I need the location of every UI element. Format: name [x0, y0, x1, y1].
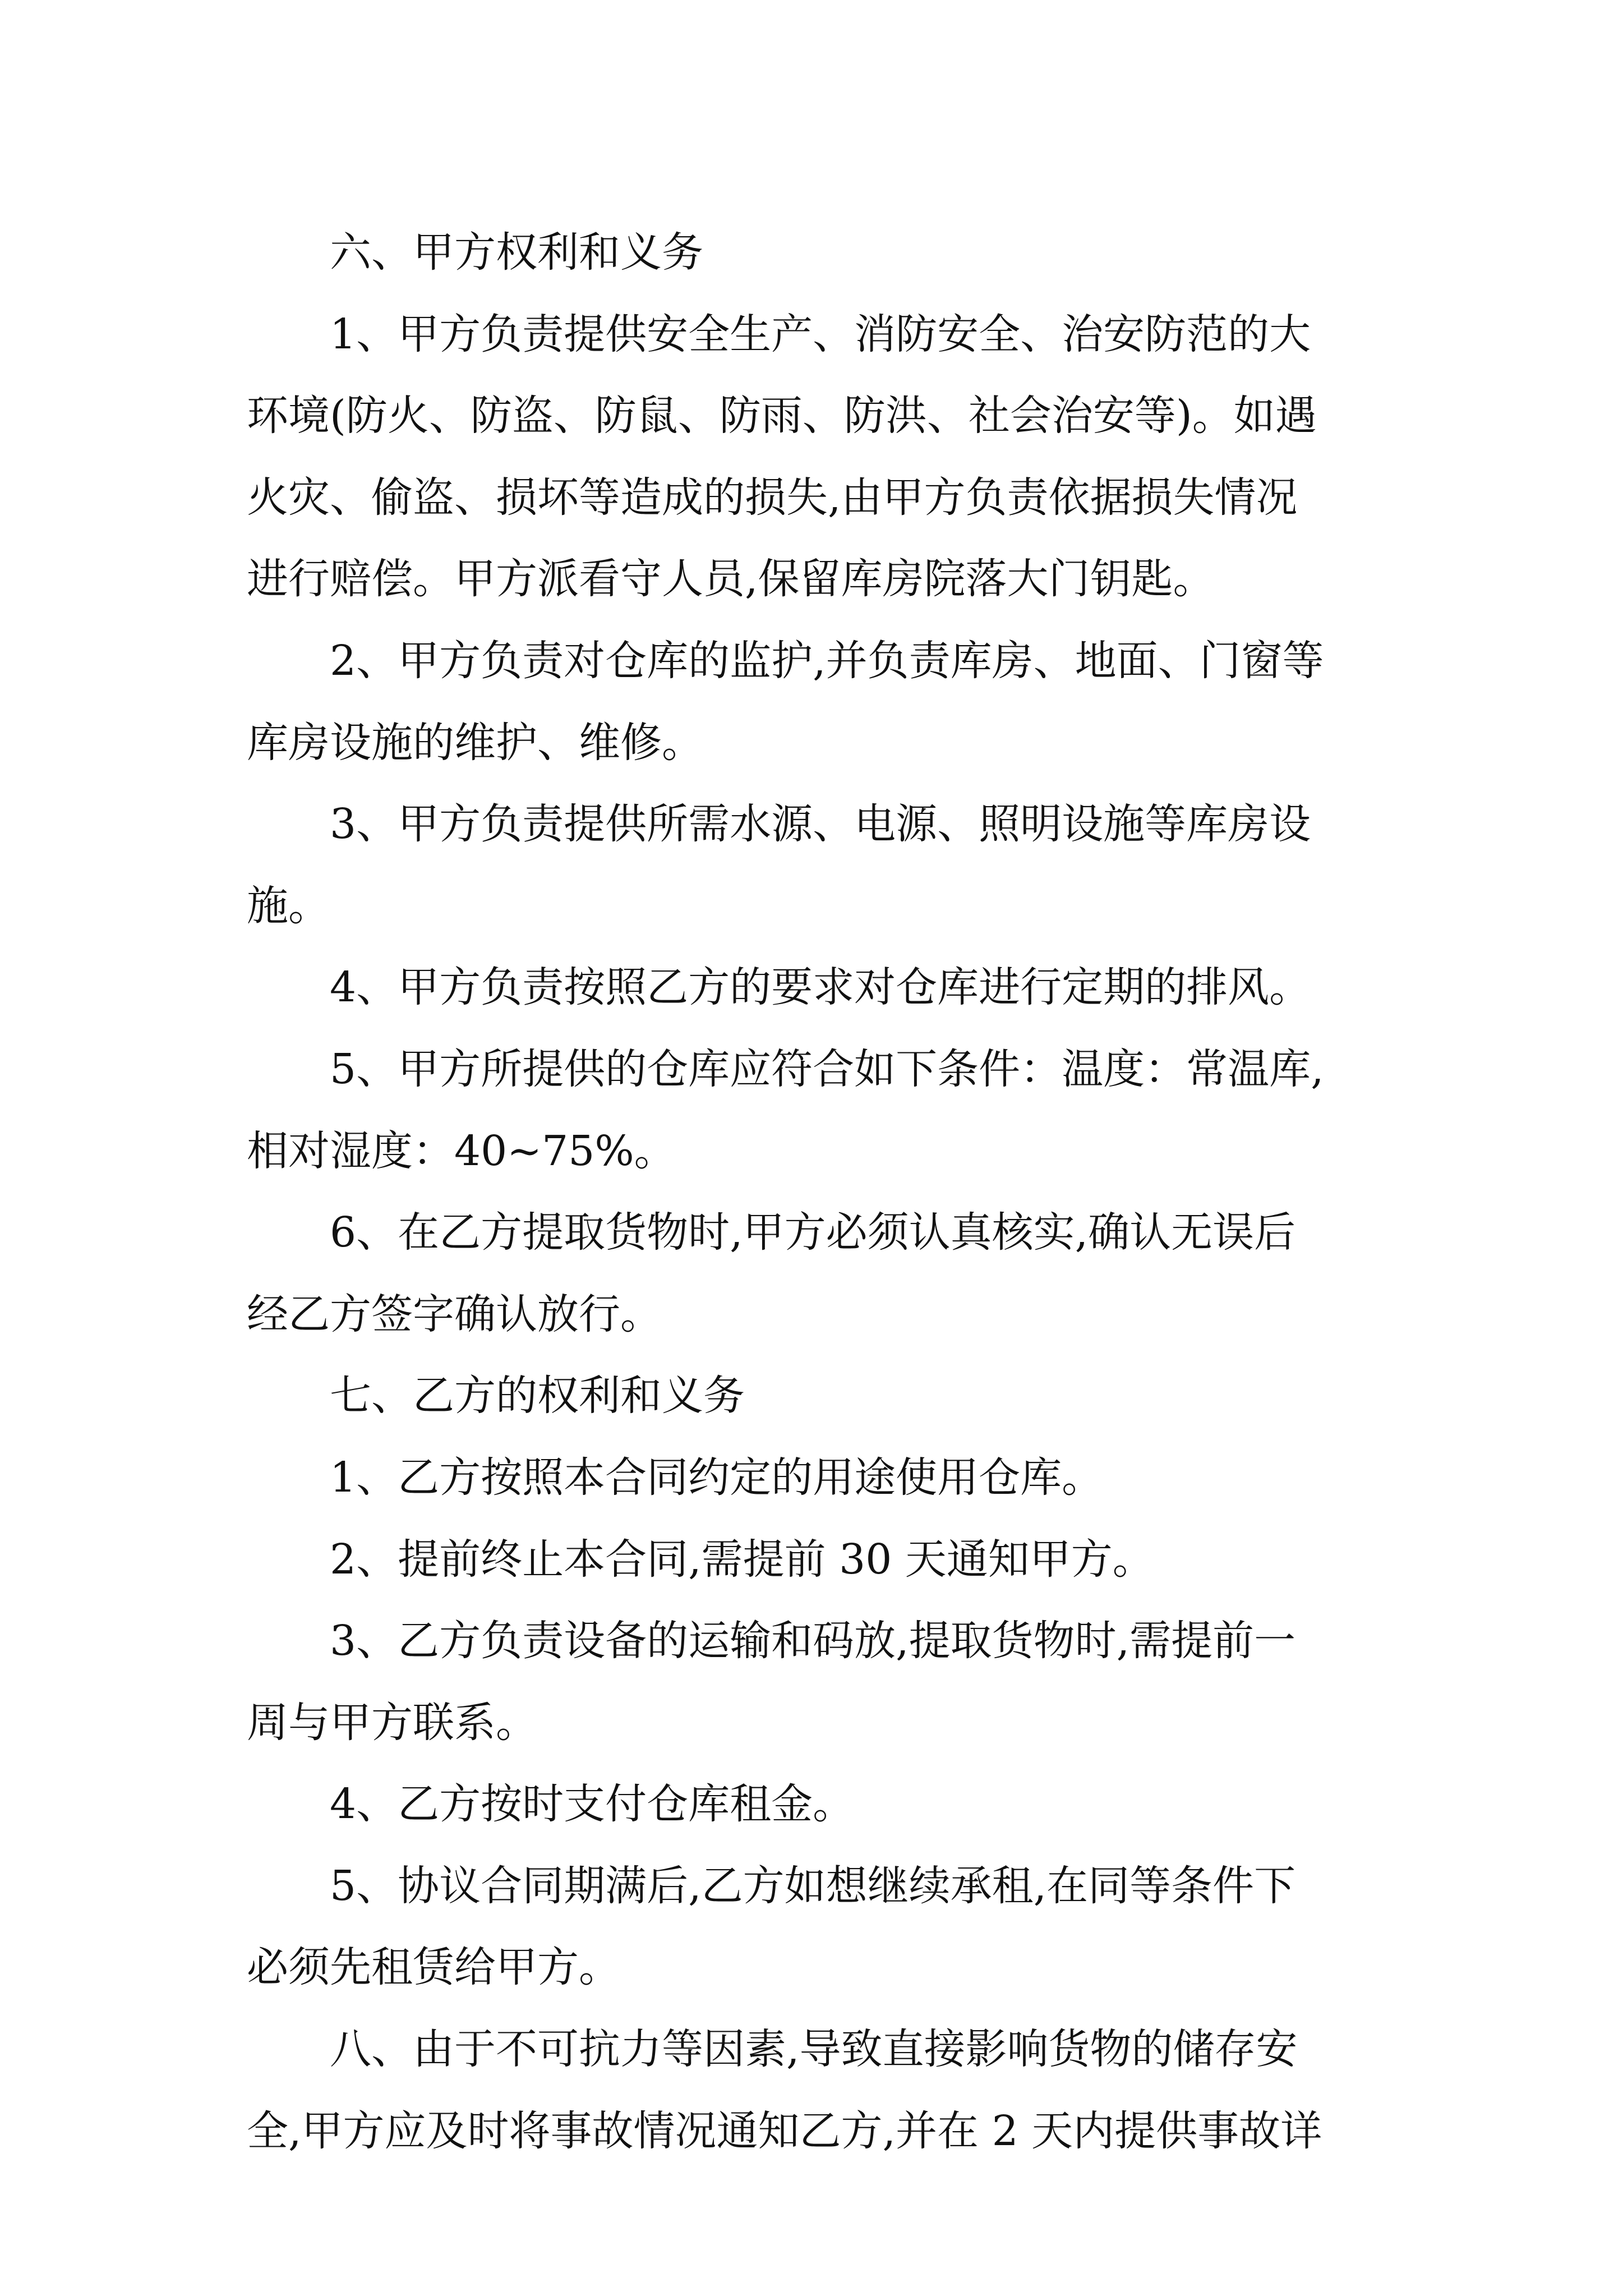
- paragraph-line: 库房设施的维护、维修。: [247, 718, 703, 767]
- paragraph-line: 2、甲方负责对仓库的监护,并负责库房、地面、门窗等: [330, 636, 1324, 685]
- paragraph-line: 必须先租赁给甲方。: [247, 1943, 620, 1992]
- paragraph-line: 火灾、偷盗、损坏等造成的损失,由甲方负责依据损失情况: [247, 473, 1298, 522]
- paragraph-line: 3、乙方负责设备的运输和码放,提取货物时,需提前一: [330, 1617, 1296, 1665]
- paragraph-line: 施。: [247, 881, 330, 930]
- paragraph-line: 3、甲方负责提供所需水源、电源、照明设施等库房设: [330, 800, 1311, 849]
- paragraph-line: 5、甲方所提供的仓库应符合如下条件：温度：常温库,: [330, 1045, 1324, 1093]
- paragraph-line: 1、甲方负责提供安全生产、消防安全、治安防范的大: [330, 310, 1311, 358]
- paragraph-line: 进行赔偿。甲方派看守人员,保留库房院落大门钥匙。: [247, 555, 1215, 604]
- paragraph-line: 周与甲方联系。: [247, 1698, 537, 1747]
- paragraph-line: 6、在乙方提取货物时,甲方必须认真核实,确认无误后: [330, 1208, 1296, 1257]
- document-body: [247, 212, 1380, 2172]
- paragraph-line: 2、提前终止本合同,需提前 30 天通知甲方。: [330, 1535, 1154, 1584]
- paragraph-line: 环境(防火、防盗、防鼠、防雨、防洪、社会治安等)。如遇: [247, 392, 1317, 440]
- paragraph-line: 4、乙方按时支付仓库租金。: [330, 1780, 855, 1829]
- paragraph-line: 4、甲方负责按照乙方的要求对仓库进行定期的排风。: [330, 963, 1311, 1012]
- section-heading-8: 八、由于不可抗力等因素,导致直接影响货物的储存安: [330, 2025, 1298, 2074]
- paragraph-line: 5、协议合同期满后,乙方如想继续承租,在同等条件下: [330, 1861, 1296, 1910]
- section-heading-6: 六、甲方权利和义务: [330, 228, 703, 277]
- paragraph-line: 全,甲方应及时将事故情况通知乙方,并在 2 天内提供事故详: [247, 2106, 1322, 2155]
- paragraph-line: 1、乙方按照本合同约定的用途使用仓库。: [330, 1453, 1104, 1502]
- section-heading-7: 七、乙方的权利和义务: [330, 1372, 745, 1420]
- paragraph-line: 经乙方签字确认放行。: [247, 1290, 662, 1338]
- paragraph-line: 相对湿度：40~75%。: [247, 1126, 676, 1175]
